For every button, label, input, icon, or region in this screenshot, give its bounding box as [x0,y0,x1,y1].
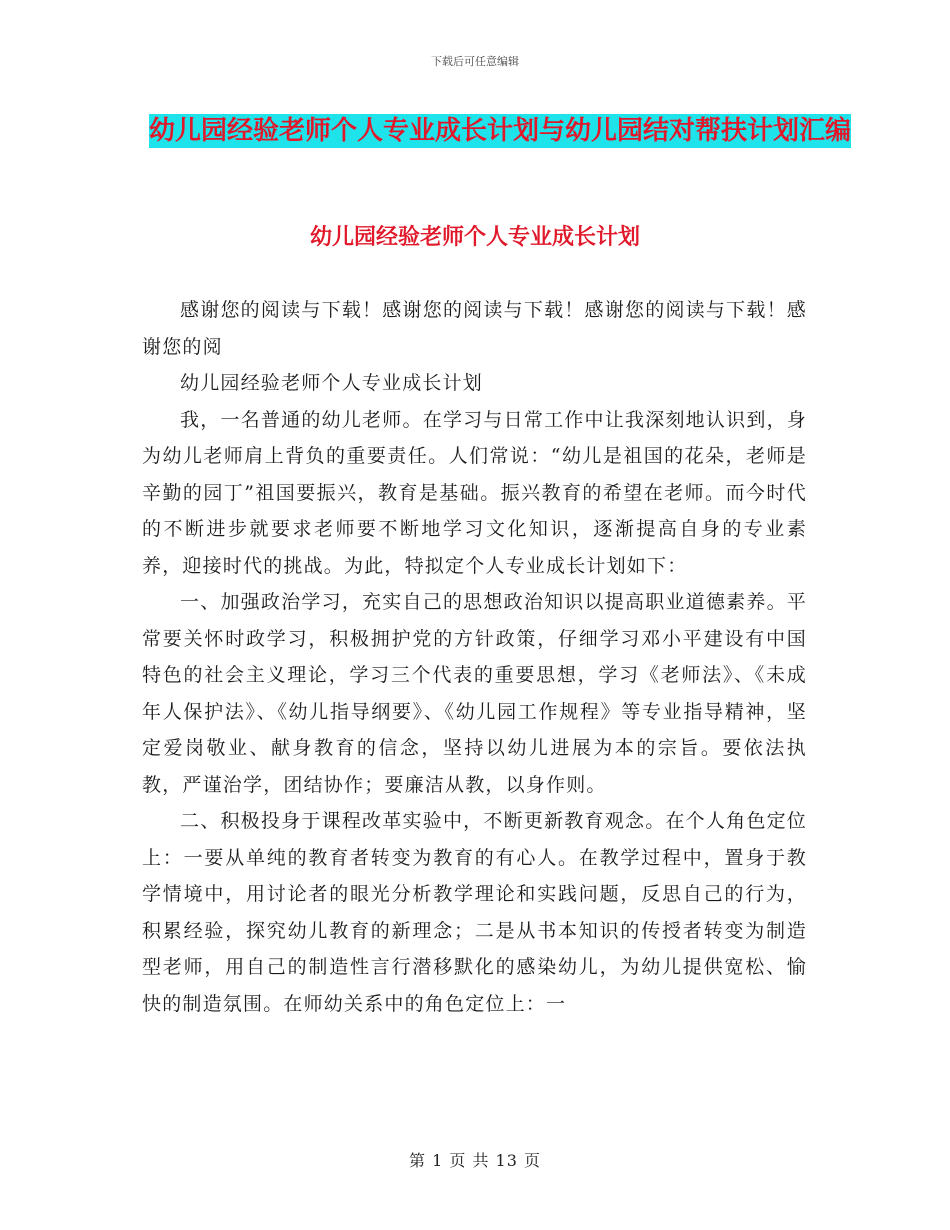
paragraph-point-one: 一、加强政治学习，充实自己的思想政治知识以提高职业道德素养。平常要关怀时政学习，积极拥护党的方针政策，仔细学习邓小平建设有中国特色的社会主义理论，学习三个代表的重要思想，学习《老师法》、《未成年人保护法》、《幼儿指导纲要》、《幼儿园工作规程》等专业指导精神，坚定爱岗敬业、献身教育的信念，坚持以幼儿进展为本的宗旨。要依法执教，严谨治学，团结协作；要廉洁从教，以身作则。 [142,591,807,796]
document-title-text: 幼儿园经验老师个人专业成长计划与幼儿园结对帮扶计划汇编 [148,116,851,146]
page-footer: 第 1 页 共 13 页 [409,1151,541,1170]
section-title: 幼儿园经验老师个人专业成长计划 [309,225,640,250]
paragraph-preface: 我，一名普通的幼儿老师。在学习与日常工作中让我深刻地认识到，身为幼儿老师肩上背负的重要责任。人们常说：“幼儿是祖国的花朵，老师是辛勤的园丁”祖国要振兴，教育是基础。振兴教育的希望在老师。而今时代的不断进步就要求老师要不断地学习文化知识，逐渐提高自身的专业素养，迎接时代的挑战。为此，特拟定个人专业成长计划如下： [142,408,807,577]
paragraph-intro: 感谢您的阅读与下载！感谢您的阅读与下载！感谢您的阅读与下载！感谢您的阅 [142,299,807,358]
body-content [142,292,807,1022]
header-note: 下载后可任意编辑 [431,55,519,68]
paragraph-subtitle: 幼儿园经验老师个人专业成长计划 [180,372,484,394]
document-title [140,108,860,154]
paragraph-point-two: 二、积极投身于课程改革实验中，不断更新教育观念。在个人角色定位上：一要从单纯的教育者转变为教育的有心人。在教学过程中，置身于教学情境中，用讨论者的眼光分析教学理论和实践问题，反思自己的行为，积累经验，探究幼儿教育的新理念；二是从书本知识的传授者转变为制造型老师，用自己的制造性言行潜移默化的感染幼儿，为幼儿提供宽松、愉快的制造氛围。在师幼关系中的角色定位上：一 [142,810,807,1015]
